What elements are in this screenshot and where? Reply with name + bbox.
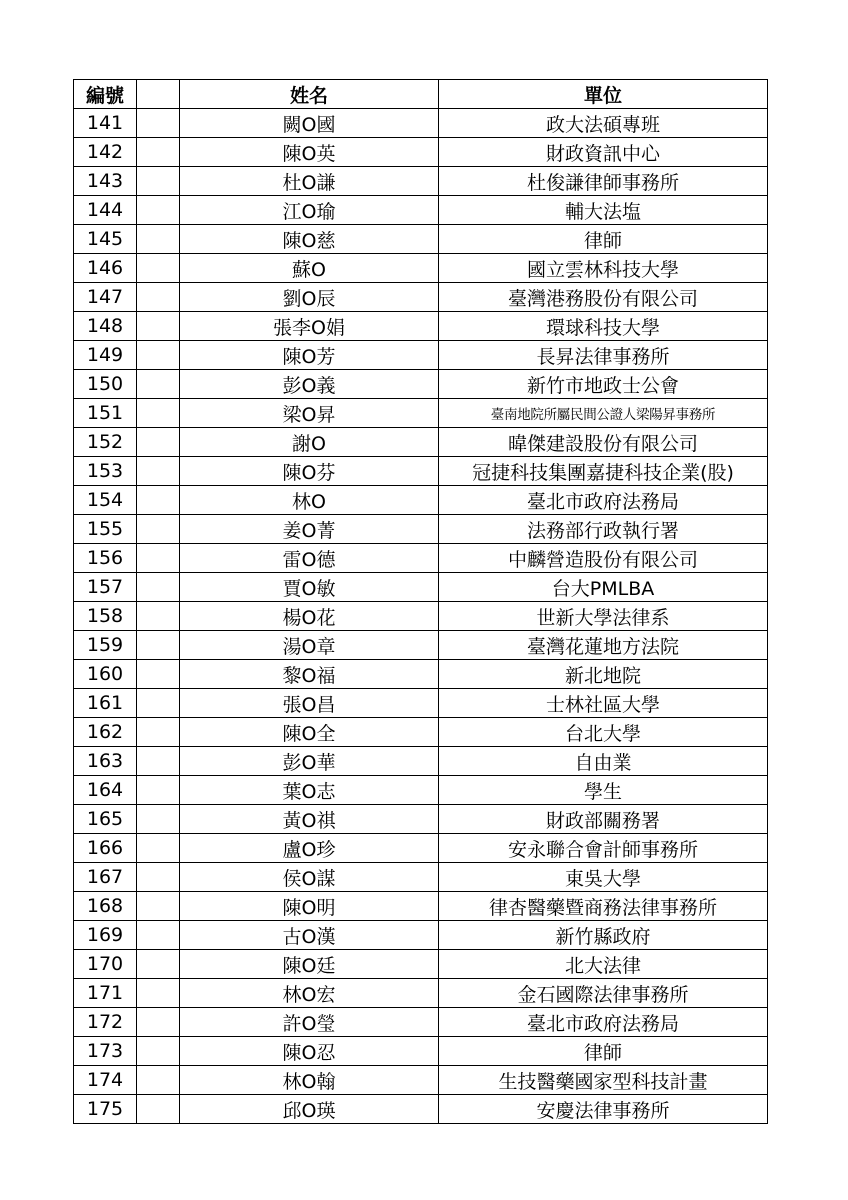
row-number: 165 — [74, 805, 137, 834]
row-unit: 財政資訊中心 — [439, 138, 768, 167]
row-unit: 臺北市政府法務局 — [439, 1008, 768, 1037]
row-unit: 律杏醫藥暨商務法律事務所 — [439, 892, 768, 921]
row-number: 174 — [74, 1066, 137, 1095]
row-number: 175 — [74, 1095, 137, 1124]
row-number: 161 — [74, 689, 137, 718]
row-name: 陳O全 — [180, 718, 439, 747]
table-row — [74, 602, 768, 631]
row-unit: 臺南地院所屬民間公證人梁陽昇事務所 — [439, 399, 768, 428]
row-name: 雷O德 — [180, 544, 439, 573]
row-unit: 財政部關務署 — [439, 805, 768, 834]
row-blank-cell — [137, 747, 180, 776]
row-unit: 北大法律 — [439, 950, 768, 979]
row-unit: 安慶法律事務所 — [439, 1095, 768, 1124]
row-name: 邱O瑛 — [180, 1095, 439, 1124]
table-row — [74, 515, 768, 544]
row-unit: 新竹縣政府 — [439, 921, 768, 950]
table-row — [74, 718, 768, 747]
row-unit: 杜俊謙律師事務所 — [439, 167, 768, 196]
row-number: 173 — [74, 1037, 137, 1066]
table-row — [74, 805, 768, 834]
row-unit: 台大PMLBA — [439, 573, 768, 602]
row-number: 168 — [74, 892, 137, 921]
row-blank-cell — [137, 312, 180, 341]
table-row — [74, 921, 768, 950]
row-unit: 世新大學法律系 — [439, 602, 768, 631]
row-number: 143 — [74, 167, 137, 196]
table-row — [74, 950, 768, 979]
row-blank-cell — [137, 283, 180, 312]
row-name: 林O — [180, 486, 439, 515]
row-name: 賈O敏 — [180, 573, 439, 602]
row-unit: 輔大法塩 — [439, 196, 768, 225]
row-blank-cell — [137, 370, 180, 399]
row-unit: 學生 — [439, 776, 768, 805]
row-number: 141 — [74, 109, 137, 138]
row-unit: 暐傑建設股份有限公司 — [439, 428, 768, 457]
row-number: 149 — [74, 341, 137, 370]
row-unit: 金石國際法律事務所 — [439, 979, 768, 1008]
row-unit: 律師 — [439, 1037, 768, 1066]
row-number: 170 — [74, 950, 137, 979]
row-blank-cell — [137, 1037, 180, 1066]
row-number: 159 — [74, 631, 137, 660]
table-row — [74, 341, 768, 370]
row-blank-cell — [137, 428, 180, 457]
row-blank-cell — [137, 196, 180, 225]
row-unit: 臺北市政府法務局 — [439, 486, 768, 515]
table-row — [74, 254, 768, 283]
row-name: 侯O謀 — [180, 863, 439, 892]
row-name: 江O瑜 — [180, 196, 439, 225]
row-blank-cell — [137, 573, 180, 602]
table-row — [74, 225, 768, 254]
row-name: 陳O慈 — [180, 225, 439, 254]
row-name: 陳O廷 — [180, 950, 439, 979]
table-row — [74, 486, 768, 515]
table-row — [74, 196, 768, 225]
roster-body — [74, 109, 768, 1124]
row-unit: 東吳大學 — [439, 863, 768, 892]
row-blank-cell — [137, 399, 180, 428]
row-blank-cell — [137, 689, 180, 718]
header-blank — [137, 80, 180, 109]
row-name: 張李O娟 — [180, 312, 439, 341]
row-blank-cell — [137, 921, 180, 950]
table-row — [74, 573, 768, 602]
row-blank-cell — [137, 805, 180, 834]
table-row — [74, 1066, 768, 1095]
row-name: 姜O菁 — [180, 515, 439, 544]
row-blank-cell — [137, 602, 180, 631]
table-row — [74, 457, 768, 486]
table-row — [74, 1095, 768, 1124]
row-number: 145 — [74, 225, 137, 254]
row-name: 陳O芬 — [180, 457, 439, 486]
row-number: 162 — [74, 718, 137, 747]
row-blank-cell — [137, 950, 180, 979]
table-row — [74, 399, 768, 428]
row-number: 171 — [74, 979, 137, 1008]
row-name: 彭O華 — [180, 747, 439, 776]
row-unit: 台北大學 — [439, 718, 768, 747]
row-number: 153 — [74, 457, 137, 486]
row-name: 楊O花 — [180, 602, 439, 631]
row-number: 150 — [74, 370, 137, 399]
row-blank-cell — [137, 892, 180, 921]
row-number: 156 — [74, 544, 137, 573]
row-unit: 新北地院 — [439, 660, 768, 689]
row-number: 160 — [74, 660, 137, 689]
row-blank-cell — [137, 718, 180, 747]
row-blank-cell — [137, 834, 180, 863]
row-number: 157 — [74, 573, 137, 602]
row-number: 155 — [74, 515, 137, 544]
table-row — [74, 689, 768, 718]
row-number: 172 — [74, 1008, 137, 1037]
row-blank-cell — [137, 776, 180, 805]
row-number: 151 — [74, 399, 137, 428]
row-unit: 自由業 — [439, 747, 768, 776]
row-blank-cell — [137, 544, 180, 573]
row-blank-cell — [137, 167, 180, 196]
row-blank-cell — [137, 1095, 180, 1124]
row-name: 梁O昇 — [180, 399, 439, 428]
roster-table — [73, 79, 768, 1124]
row-blank-cell — [137, 1066, 180, 1095]
row-name: 陳O明 — [180, 892, 439, 921]
table-row — [74, 863, 768, 892]
row-number: 169 — [74, 921, 137, 950]
row-name: 古O漢 — [180, 921, 439, 950]
row-name: 張O昌 — [180, 689, 439, 718]
row-blank-cell — [137, 341, 180, 370]
row-blank-cell — [137, 979, 180, 1008]
row-number: 164 — [74, 776, 137, 805]
row-number: 163 — [74, 747, 137, 776]
table-row — [74, 776, 768, 805]
row-name: 葉O志 — [180, 776, 439, 805]
row-unit: 律師 — [439, 225, 768, 254]
row-unit: 安永聯合會計師事務所 — [439, 834, 768, 863]
row-unit: 國立雲林科技大學 — [439, 254, 768, 283]
row-unit: 法務部行政執行署 — [439, 515, 768, 544]
table-row — [74, 1037, 768, 1066]
table-row — [74, 370, 768, 399]
table-row — [74, 312, 768, 341]
row-blank-cell — [137, 1008, 180, 1037]
row-name: 劉O辰 — [180, 283, 439, 312]
row-name: 林O宏 — [180, 979, 439, 1008]
row-name: 盧O珍 — [180, 834, 439, 863]
row-number: 158 — [74, 602, 137, 631]
row-number: 144 — [74, 196, 137, 225]
table-row — [74, 834, 768, 863]
table-row — [74, 979, 768, 1008]
row-blank-cell — [137, 631, 180, 660]
row-blank-cell — [137, 660, 180, 689]
row-name: 謝O — [180, 428, 439, 457]
row-name: 彭O義 — [180, 370, 439, 399]
table-row — [74, 892, 768, 921]
header-unit: 單位 — [439, 80, 768, 109]
row-number: 147 — [74, 283, 137, 312]
row-unit: 新竹市地政士公會 — [439, 370, 768, 399]
row-name: 闕O國 — [180, 109, 439, 138]
header-row — [74, 80, 768, 109]
table-row — [74, 660, 768, 689]
row-blank-cell — [137, 109, 180, 138]
row-blank-cell — [137, 138, 180, 167]
row-unit: 中麟營造股份有限公司 — [439, 544, 768, 573]
row-name: 許O瑩 — [180, 1008, 439, 1037]
row-number: 142 — [74, 138, 137, 167]
row-number: 148 — [74, 312, 137, 341]
row-name: 湯O章 — [180, 631, 439, 660]
row-name: 蘇O — [180, 254, 439, 283]
row-name: 陳O英 — [180, 138, 439, 167]
row-number: 146 — [74, 254, 137, 283]
table-row — [74, 1008, 768, 1037]
row-blank-cell — [137, 254, 180, 283]
row-number: 166 — [74, 834, 137, 863]
header-number: 編號 — [74, 80, 137, 109]
table-row — [74, 544, 768, 573]
row-blank-cell — [137, 457, 180, 486]
row-unit: 政大法碩專班 — [439, 109, 768, 138]
row-number: 152 — [74, 428, 137, 457]
table-row — [74, 428, 768, 457]
row-unit: 臺灣花蓮地方法院 — [439, 631, 768, 660]
table-row — [74, 167, 768, 196]
row-name: 陳O忍 — [180, 1037, 439, 1066]
header-name: 姓名 — [180, 80, 439, 109]
table-row — [74, 631, 768, 660]
row-name: 黃O祺 — [180, 805, 439, 834]
row-number: 154 — [74, 486, 137, 515]
row-blank-cell — [137, 863, 180, 892]
row-unit: 長昇法律事務所 — [439, 341, 768, 370]
table-row — [74, 138, 768, 167]
row-name: 黎O福 — [180, 660, 439, 689]
row-blank-cell — [137, 225, 180, 254]
table-row — [74, 109, 768, 138]
row-name: 杜O謙 — [180, 167, 439, 196]
table-row — [74, 747, 768, 776]
row-unit: 環球科技大學 — [439, 312, 768, 341]
row-blank-cell — [137, 486, 180, 515]
table-row — [74, 283, 768, 312]
row-unit: 臺灣港務股份有限公司 — [439, 283, 768, 312]
row-unit: 生技醫藥國家型科技計畫 — [439, 1066, 768, 1095]
row-unit: 冠捷科技集團嘉捷科技企業(股) — [439, 457, 768, 486]
row-unit: 士林社區大學 — [439, 689, 768, 718]
row-name: 林O翰 — [180, 1066, 439, 1095]
row-blank-cell — [137, 515, 180, 544]
row-number: 167 — [74, 863, 137, 892]
row-name: 陳O芳 — [180, 341, 439, 370]
